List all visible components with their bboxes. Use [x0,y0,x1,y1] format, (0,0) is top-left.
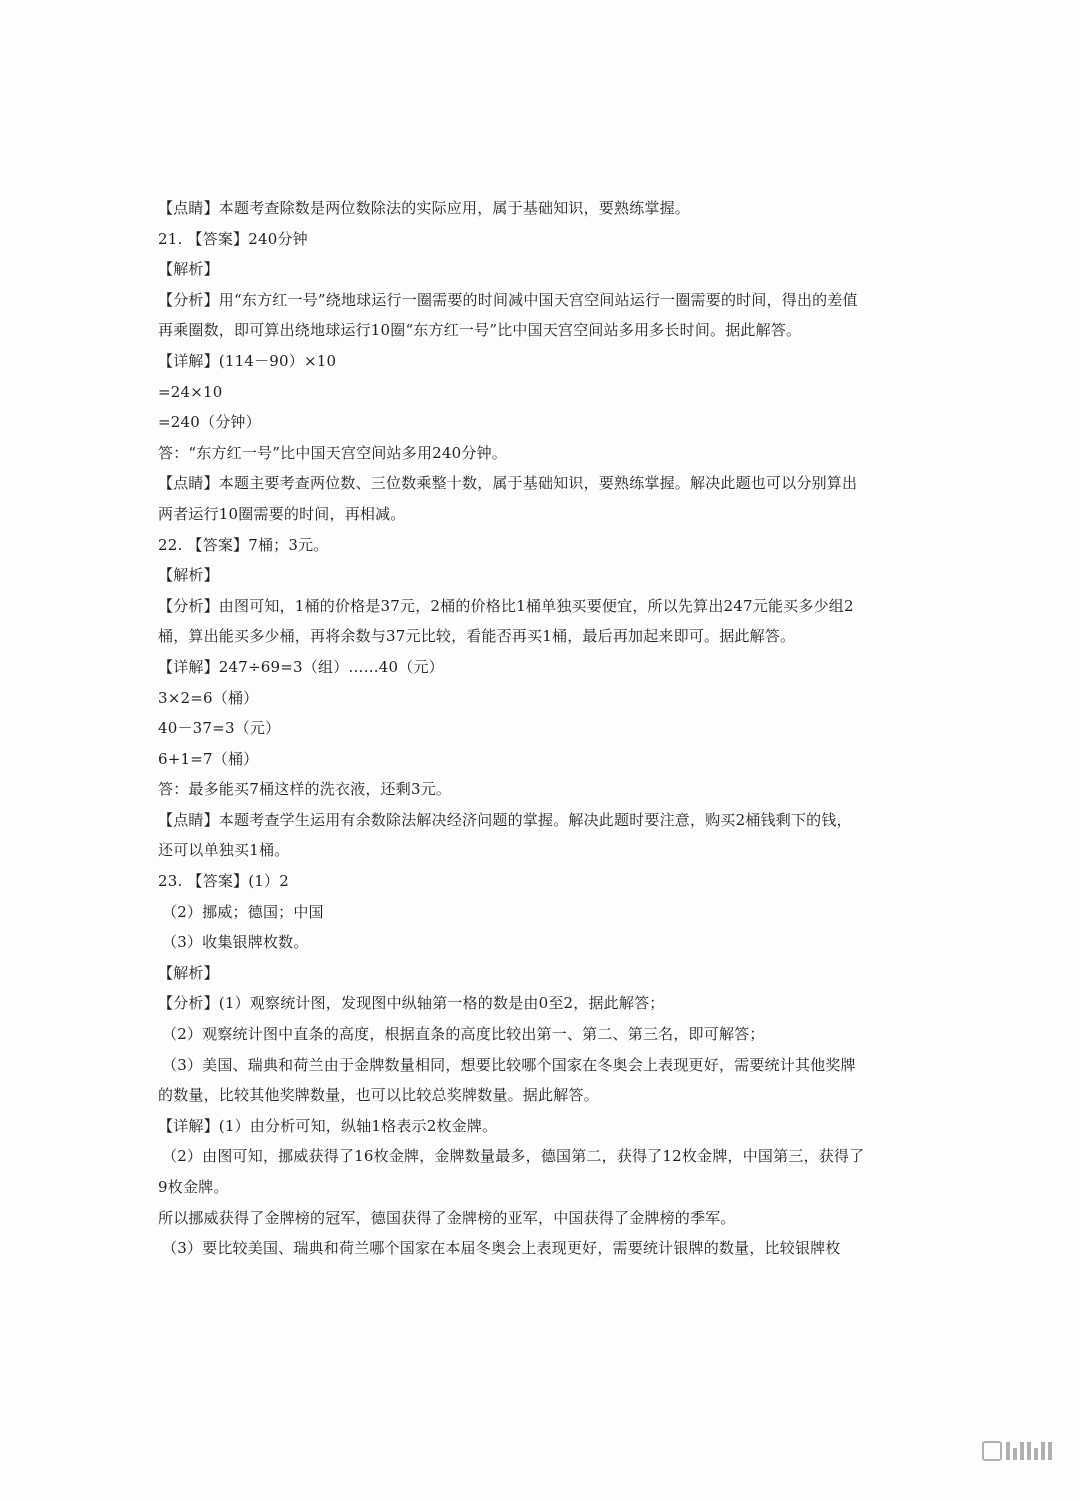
text-line: 6+1=7（桶） [158,749,259,768]
text-line: 所以挪威获得了金牌榜的冠军，德国获得了金牌榜的亚军，中国获得了金牌榜的季军。 [158,1208,736,1227]
text-line: （3）要比较美国、瑞典和荷兰哪个国家在本届冬奥会上表现更好，需要统计银牌的数量，比较银牌枚 [162,1239,841,1258]
watermark-square-icon [982,1441,1002,1461]
text-line: 【分析】(1）观察统计图，发现图中纵轴第一格的数是由0至2，据此解答； [158,994,665,1013]
text-line: 【分析】用“东方红一号”绕地球运行一圈需要的时间减中国天宫空间站运行一圈需要的时间，得出的差值 [158,290,858,309]
text-line: 【详解】(114－90）×10 [158,351,337,370]
text-line: 40－37=3（元） [158,719,281,738]
text-line: （3）收集银牌枚数。 [162,933,309,952]
text-line: 再乘圈数，即可算出绕地球运行10圈“东方红一号”比中国天宫空间站多用多长时间。据此解答。 [158,321,802,340]
text-line: 【解析】 [158,566,219,585]
text-line: 【分析】由图可知，1桶的价格是37元，2桶的价格比1桶单独买要便宜，所以先算出247元能买多少组2 [158,596,854,615]
text-line: （2）观察统计图中直条的高度，根据直条的高度比较出第一、第二、第三名，即可解答； [162,1025,765,1044]
text-line: 【详解】(1）由分析可知，纵轴1格表示2枚金牌。 [158,1116,498,1135]
text-line: 桶，算出能买多少桶，再将余数与37元比较，看能否再买1桶，最后再加起来即可。据此解答。 [158,627,796,646]
text-line: （2）挪威；德国；中国 [162,902,324,921]
question-22-answer: 22. 【答案】7桶；3元。 [158,535,329,554]
text-line: 【解析】 [158,260,219,279]
text-line: 答：“东方红一号”比中国天宫空间站多用240分钟。 [158,443,507,462]
question-21-answer: 21. 【答案】240分钟 [158,229,308,248]
text-line: 两者运行10圈需要的时间，再相减。 [158,504,406,523]
text-line: 9枚金牌。 [158,1178,229,1196]
text-line: 【详解】247÷69=3（组）……40（元） [158,657,444,676]
watermark-bars-icon [1006,1442,1052,1460]
text-line: =240（分钟） [158,413,261,432]
document-body [158,193,918,1264]
text-line: 【点睛】本题主要考查两位数、三位数乘整十数，属于基础知识，要熟练掌握。解决此题也可以分别算出 [158,474,858,493]
text-line: 的数量，比较其他奖牌数量，也可以比较总奖牌数量。据此解答。 [158,1086,599,1105]
text-line: 3×2=6（桶） [158,688,259,707]
text-line: （2）由图可知，挪威获得了16枚金牌，金牌数量最多，德国第二，获得了12枚金牌，中国第三，获得了 [162,1147,865,1166]
question-23-answer: 23. 【答案】(1）2 [158,872,289,891]
text-line: 【解析】 [158,963,219,982]
text-line: 还可以单独买1桶。 [158,841,290,860]
text-line: =24×10 [158,382,223,401]
text-line: 【点睛】本题考查除数是两位数除法的实际应用，属于基础知识，要熟练掌握。 [158,199,691,217]
text-line: 【点睛】本题考查学生运用有余数除法解决经济问题的掌握。解决此题时要注意，购买2桶钱剩下的钱， [158,810,852,829]
text-line: 答：最多能买7桶这样的洗衣液，还剩3元。 [158,780,452,799]
text-line: （3）美国、瑞典和荷兰由于金牌数量相同，想要比较哪个国家在冬奥会上表现更好，需要统计其他奖牌 [162,1055,856,1074]
watermark-logo [982,1441,1052,1461]
